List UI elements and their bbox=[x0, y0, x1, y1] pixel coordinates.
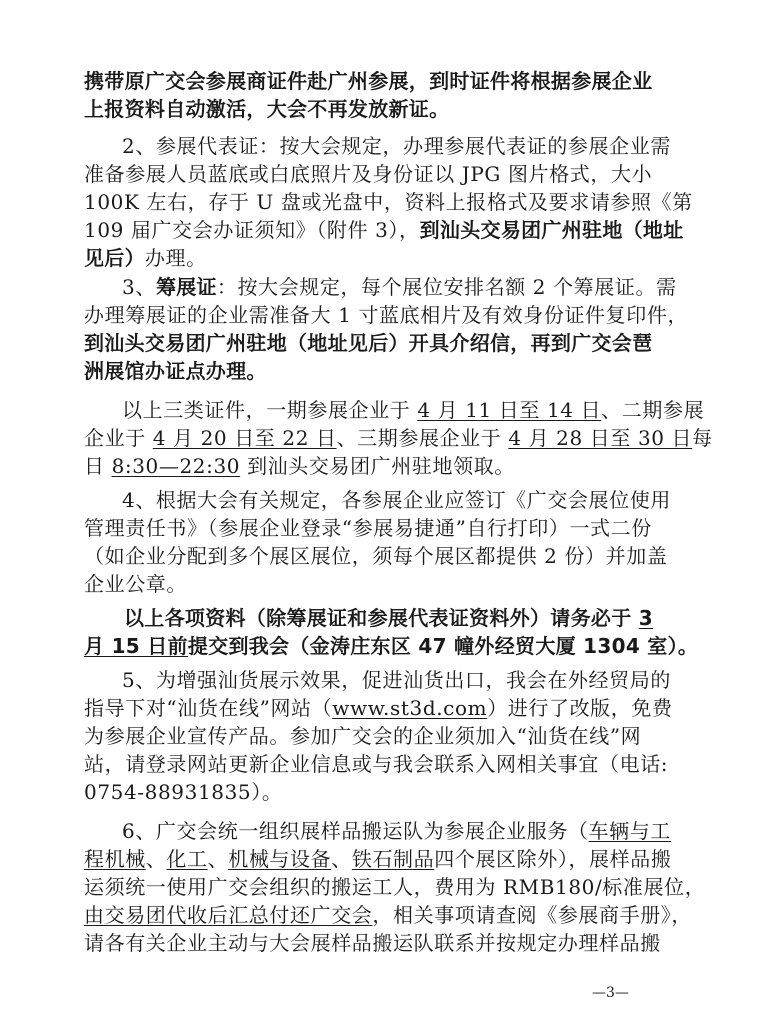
text-line bbox=[0, 874, 768, 900]
text-segment: 、三期参展企业于 bbox=[336, 426, 509, 450]
text-line bbox=[0, 217, 768, 243]
text-segment: 携带原广交会参展商证件赴广州参展，到时证件将根据参展企业 bbox=[84, 69, 653, 93]
text-line bbox=[0, 487, 768, 513]
text-segment: 为参展企业宣传产品。参加广交会的企业须加入“汕货在线”网 bbox=[84, 724, 642, 748]
text-segment: 4 月 28 日至 30 日 bbox=[508, 426, 693, 450]
page-number: —3— bbox=[592, 985, 629, 1001]
text-line bbox=[0, 397, 768, 423]
text-line bbox=[0, 358, 768, 384]
text-segment: 车辆与工 bbox=[588, 819, 671, 843]
text-segment: 准备参展人员蓝底或白底照片及身份证以 JPG 图片格式，大小 bbox=[84, 162, 653, 186]
text-segment: 指导下对“汕货在线”网站（ bbox=[84, 696, 333, 720]
text-line bbox=[0, 302, 768, 328]
text-line bbox=[0, 779, 768, 805]
text-line bbox=[0, 846, 768, 872]
text-line bbox=[0, 723, 768, 749]
text-segment: 见后） bbox=[84, 246, 145, 270]
text-line bbox=[0, 161, 768, 187]
text-line bbox=[0, 571, 768, 597]
text-segment: 100K 左右，存于 U 盘或光盘中，资料上报格式及要求请参照《第 bbox=[84, 190, 693, 214]
text-line bbox=[0, 274, 768, 300]
text-line bbox=[0, 425, 768, 451]
text-segment: 4 月 11 日至 14 日 bbox=[417, 398, 602, 422]
text-segment: www.st3d.com bbox=[332, 696, 488, 720]
text-line bbox=[0, 667, 768, 693]
text-segment: （如企业分配到多个展区展位，须每个展区都提供 2 份）并加盖 bbox=[84, 544, 668, 568]
text-segment: 站，请登录网站更新企业信息或与我会联系入网相关事宜（电话: bbox=[84, 752, 669, 776]
text-line bbox=[0, 633, 768, 659]
text-segment: 请各有关企业主动与大会展样品搬运队联系并按规定办理样品搬 bbox=[84, 931, 661, 955]
text-segment: 到汕头交易团广州驻地领取。 bbox=[240, 454, 515, 478]
text-segment: 到汕头交易团广州驻地（地址 bbox=[419, 218, 684, 242]
text-segment: 化工 bbox=[166, 847, 208, 871]
text-segment: 、 bbox=[331, 847, 352, 871]
text-segment: 3、 bbox=[122, 275, 156, 299]
text-line bbox=[0, 902, 768, 928]
text-segment: 每 bbox=[692, 426, 713, 450]
text-segment: 、 bbox=[145, 847, 167, 871]
text-line bbox=[0, 930, 768, 956]
text-line bbox=[0, 189, 768, 215]
text-segment: 四个展区除外），展样品搬 bbox=[434, 847, 672, 871]
text-segment: 8:30—22:30 bbox=[111, 454, 241, 478]
text-segment: 109 届广交会办证须知》（附件 3）， bbox=[84, 218, 420, 242]
text-segment: 日 bbox=[84, 454, 112, 478]
text-segment: 、 bbox=[207, 847, 229, 871]
text-segment: ，相关事项请查阅《参展商手册》， bbox=[372, 903, 693, 927]
text-segment: 4 月 20 日至 22 日 bbox=[152, 426, 337, 450]
text-line bbox=[0, 695, 768, 721]
text-segment: 6、广交会统一组织展样品搬运队为参展企业服务（ bbox=[122, 819, 589, 843]
text-segment: 4、根据大会有关规定，各参展企业应签订《广交会展位使用 bbox=[122, 488, 671, 512]
text-segment: 5、为增强汕货展示效果，促进汕货出口，我会在外经贸局的 bbox=[122, 668, 671, 692]
text-segment: ：按大会规定，每个展位安排名额 2 个筹展证。需 bbox=[216, 275, 677, 299]
text-segment: ）进行了改版，免费 bbox=[487, 696, 673, 720]
text-segment: 以上各项资料（除筹展证和参展代表证资料外）请务必于 bbox=[124, 606, 639, 630]
text-segment: 到汕头交易团广州驻地（地址见后）开具介绍信，再到广交会琶 bbox=[84, 331, 653, 355]
text-segment: 管理责任书》（参展企业登录“参展易捷通”自行打印）一式二份 bbox=[84, 516, 652, 540]
text-segment: 以上三类证件，一期参展企业于 bbox=[122, 398, 418, 422]
text-segment: 洲展馆办证点办理。 bbox=[84, 359, 267, 383]
text-line bbox=[0, 68, 768, 94]
text-segment: 月 15 日前 bbox=[84, 634, 188, 658]
text-segment: 机械与设备 bbox=[228, 847, 332, 871]
text-segment: 铁石制品 bbox=[351, 847, 435, 871]
text-line bbox=[0, 96, 768, 122]
text-segment: 3 bbox=[638, 606, 653, 630]
text-line bbox=[0, 133, 768, 159]
text-line bbox=[0, 605, 768, 631]
text-segment: 提交到我会（金涛庄东区 47 幢外经贸大厦 1304 室）。 bbox=[187, 634, 699, 658]
text-segment: 程机械 bbox=[84, 847, 146, 871]
text-segment: 办理。 bbox=[144, 246, 207, 270]
text-segment: 企业公章。 bbox=[84, 572, 187, 596]
text-line bbox=[0, 818, 768, 844]
text-segment: 2、参展代表证：按大会规定，办理参展代表证的参展企业需 bbox=[122, 134, 671, 158]
text-segment: 由交易团代收后汇总付还广交会 bbox=[84, 903, 373, 927]
text-segment: 企业于 bbox=[84, 426, 153, 450]
text-segment: 运须统一使用广交会组织的搬运工人，费用为 RMB180/标准展位， bbox=[84, 875, 706, 899]
text-segment: 办理筹展证的企业需准备大 1 寸蓝底相片及有效身份证件复印件， bbox=[84, 303, 689, 327]
text-line bbox=[0, 245, 768, 271]
text-line bbox=[0, 543, 768, 569]
text-line bbox=[0, 515, 768, 541]
text-line bbox=[0, 330, 768, 356]
text-segment: 筹展证 bbox=[155, 275, 217, 299]
text-line bbox=[0, 453, 768, 479]
text-segment: 、二期参展 bbox=[601, 398, 705, 422]
text-line bbox=[0, 751, 768, 777]
text-segment: 上报资料自动激活，大会不再发放新证。 bbox=[84, 97, 450, 121]
text-segment: 0754-88931835）。 bbox=[84, 780, 283, 804]
